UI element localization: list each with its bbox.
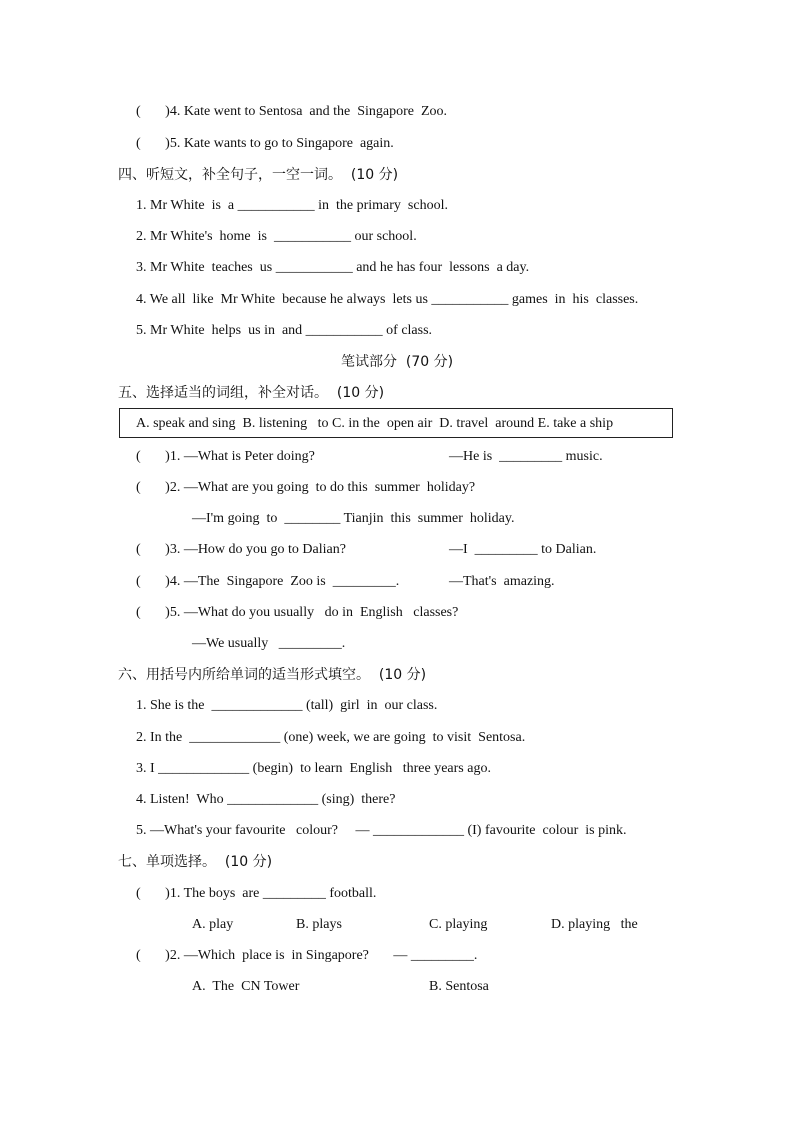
written-part-title: 笔试部分 (70 分) (340, 354, 454, 370)
section-4-item-2: 2. Mr White's home is ___________ our school. (136, 229, 417, 244)
s5-q5-question: ( )5. —What do you usually do in English classes? (136, 605, 459, 620)
s5-q3-answer: —I _________ to Dalian. (449, 542, 597, 557)
section-4-item-1: 1. Mr White is a ___________ in the primary school. (136, 198, 448, 213)
section-6-item-4: 4. Listen! Who _____________ (sing) there? (136, 792, 396, 807)
s7-q1: ( )1. The boys are _________ football. (136, 886, 377, 901)
section-6-title: 六、用括号内所给单词的适当形式填空。 (10 分) (118, 667, 427, 683)
s5-q5-answer: —We usually _________. (192, 636, 346, 651)
section-6-item-3: 3. I _____________ (begin) to learn English three years ago. (136, 761, 491, 776)
s7-q1-option-a: A. play (192, 917, 234, 932)
s7-q2-option-b: B. Sentosa (429, 979, 489, 994)
section-4-title: 四、听短文，补全句子，一空一词。 (10 分) (118, 167, 399, 183)
s5-q4-question: ( )4. —The Singapore Zoo is _________. (136, 574, 400, 589)
s7-q1-option-b: B. plays (296, 917, 342, 932)
section-6-item-1: 1. She is the _____________ (tall) girl in our class. (136, 698, 438, 713)
section-7-title: 七、单项选择。 (10 分) (118, 854, 273, 870)
s5-q4-answer: —That's amazing. (449, 574, 555, 589)
s7-q2-option-a: A. The CN Tower (192, 979, 300, 994)
section-6-item-2: 2. In the _____________ (one) week, we are going to visit Sentosa. (136, 730, 526, 745)
section-5-title: 五、选择适当的词组，补全对话。 (10 分) (118, 385, 385, 401)
tf-item-4: ( )4. Kate went to Sentosa and the Singapore Zoo. (136, 104, 448, 119)
options-box (119, 408, 673, 438)
s7-q1-option-d: D. playing the (551, 917, 638, 932)
options-text: A. speak and sing B. listening to C. in the open air D. travel around E. take a ship (136, 416, 614, 431)
s5-q2-answer: —I'm going to ________ Tianjin this summer holiday. (192, 511, 515, 526)
s5-q1-answer: —He is _________ music. (449, 449, 603, 464)
s5-q3-question: ( )3. —How do you go to Dalian? (136, 542, 346, 557)
s5-q1-question: ( )1. —What is Peter doing? (136, 449, 315, 464)
section-4-item-4: 4. We all like Mr White because he always lets us ___________ games in his classes. (136, 292, 639, 307)
s7-q2: ( )2. —Which place is in Singapore? — _________. (136, 948, 478, 963)
section-4-item-5: 5. Mr White helps us in and ___________ of class. (136, 323, 433, 338)
s5-q2-question: ( )2. —What are you going to do this summer holiday? (136, 480, 476, 495)
section-4-item-3: 3. Mr White teaches us ___________ and he has four lessons a day. (136, 260, 530, 275)
s7-q1-option-c: C. playing (429, 917, 488, 932)
section-6-item-5: 5. —What's your favourite colour? — _____________ (I) favourite colour is pink. (136, 823, 627, 838)
tf-item-5: ( )5. Kate wants to go to Singapore again. (136, 136, 394, 151)
